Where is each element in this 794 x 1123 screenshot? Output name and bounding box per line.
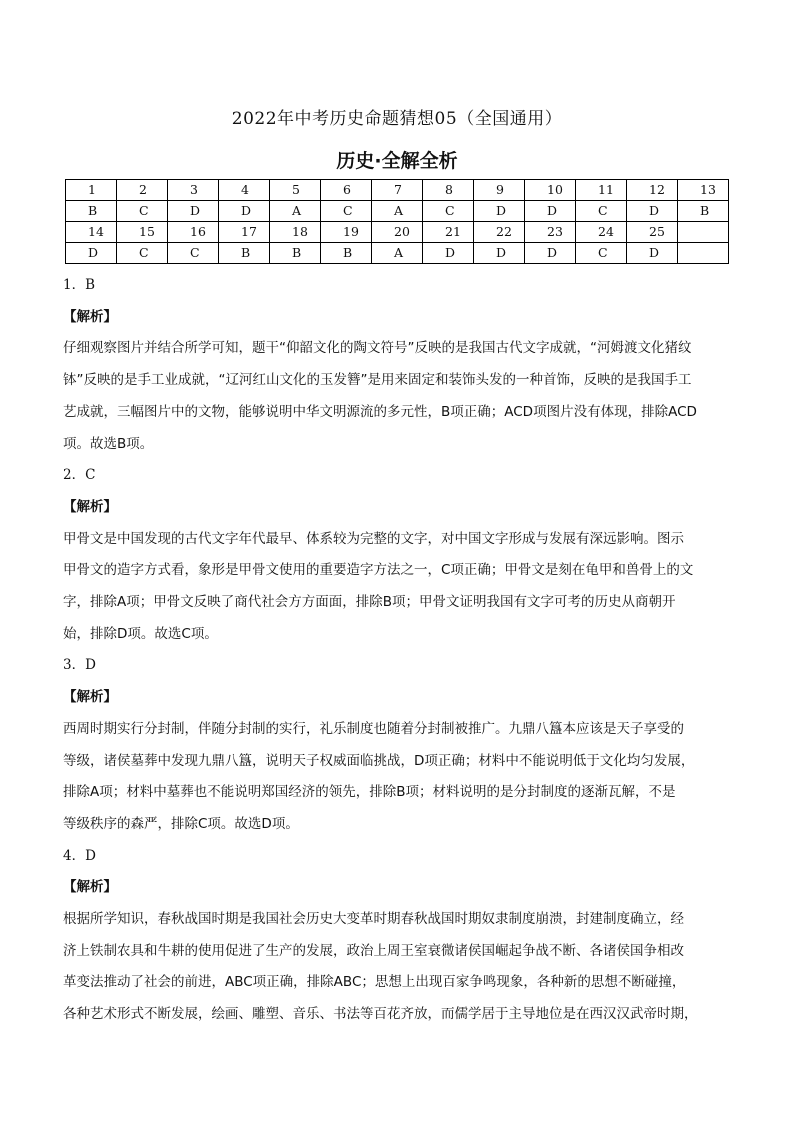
- answer-table-cell: 19: [321, 222, 372, 243]
- answer-table-cell: 10: [525, 180, 576, 201]
- answer-table-cell: C: [423, 201, 474, 222]
- analysis-label: 【解析】: [63, 879, 117, 896]
- analysis-text-line: 甲骨文是中国发现的古代文字年代最早、体系较为完整的文字，对中国文字形成与发展有深远影响。图示: [63, 530, 684, 547]
- answer-table-cell: B: [219, 243, 270, 264]
- answer-table-cell: B: [270, 243, 321, 264]
- analysis-text-line: 西周时期实行分封制，伴随分封制的实行，礼乐制度也随着分封制被推广。九鼎八簋本应该是天子享受的: [63, 720, 684, 737]
- document-subtitle: 历史·全解全析: [336, 150, 458, 172]
- answer-table-cell: B: [321, 243, 372, 264]
- document-title: 2022年中考历史命题猜想05（全国通用）: [231, 109, 563, 129]
- question-answer-heading: 2．C: [63, 467, 96, 484]
- analysis-text-line: 仔细观察图片并结合所学可知，题干“仰韶文化的陶文符号”反映的是我国古代文字成就，“河姆渡文化猪纹: [63, 340, 692, 357]
- answer-table-row: [66, 201, 729, 222]
- answer-table-cell: 12: [627, 180, 678, 201]
- answer-table-cell: [678, 222, 729, 243]
- answer-table-cell: C: [117, 243, 168, 264]
- answer-table-cell: D: [474, 201, 525, 222]
- analysis-text-line: 济上铁制农具和牛耕的使用促进了生产的发展，政治上周王室衰微诸侯国崛起争战不断、各诸侯国争相改: [63, 942, 684, 959]
- answer-table-cell: C: [168, 243, 219, 264]
- analysis-content: [63, 270, 733, 1031]
- answer-table-cell: [678, 243, 729, 264]
- answer-table-cell: D: [627, 201, 678, 222]
- answer-table-cell: 24: [576, 222, 627, 243]
- answer-table-cell: 17: [219, 222, 270, 243]
- analysis-text-line: 字，排除A项；甲骨文反映了商代社会方方面面，排除B项；甲骨文证明我国有文字可考的历史从商朝开: [63, 594, 676, 611]
- analysis-text-line: 等级，诸侯墓葬中发现九鼎八簋，说明天子权威面临挑战，D项正确；材料中不能说明低于文化均匀发展，: [63, 752, 695, 769]
- answer-table-cell: B: [66, 201, 117, 222]
- answer-table-row: [66, 180, 729, 201]
- answer-table: [65, 179, 729, 264]
- answer-table-cell: 14: [66, 222, 117, 243]
- analysis-text-line: 艺成就，三幅图片中的文物，能够说明中华文明源流的多元性，B项正确；ACD项图片没有体现，排除ACD: [63, 403, 697, 420]
- answer-table-cell: 21: [423, 222, 474, 243]
- answer-table-cell: C: [117, 201, 168, 222]
- analysis-text-line: 项。故选B项。: [63, 435, 154, 452]
- answer-table-cell: C: [576, 243, 627, 264]
- answer-table-cell: C: [576, 201, 627, 222]
- answer-table-cell: 8: [423, 180, 474, 201]
- answer-table-cell: D: [474, 243, 525, 264]
- answer-table-cell: 15: [117, 222, 168, 243]
- answer-table-cell: 3: [168, 180, 219, 201]
- answer-table-cell: 6: [321, 180, 372, 201]
- answer-table-row: [66, 243, 729, 264]
- analysis-label: 【解析】: [63, 689, 117, 706]
- analysis-text-line: 始，排除D项。故选C项。: [63, 625, 218, 642]
- analysis-text-line: 根据所学知识，春秋战国时期是我国社会历史大变革时期春秋战国时期奴隶制度崩溃，封建制度确立，经: [63, 911, 684, 928]
- question-answer-heading: 3．D: [63, 657, 96, 674]
- analysis-text-line: 各种艺术形式不断发展，绘画、雕塑、音乐、书法等百花齐放，而儒学居于主导地位是在西汉汉武帝时期，: [63, 1006, 698, 1023]
- question-answer-heading: 4．D: [63, 847, 96, 864]
- answer-table-cell: D: [168, 201, 219, 222]
- analysis-label: 【解析】: [63, 308, 117, 325]
- question-answer-heading: 1．B: [63, 277, 96, 293]
- analysis-text-line: 钵”反映的是手工业成就，“辽河红山文化的玉发簪”是用来固定和装饰头发的一种首饰，反映的是我国手工: [63, 372, 692, 389]
- answer-table-cell: 23: [525, 222, 576, 243]
- answer-table-cell: D: [66, 243, 117, 264]
- answer-table-cell: A: [372, 201, 423, 222]
- analysis-label: 【解析】: [63, 498, 117, 515]
- answer-table-cell: 9: [474, 180, 525, 201]
- answer-table-cell: C: [321, 201, 372, 222]
- answer-table-cell: 20: [372, 222, 423, 243]
- answer-table-cell: 18: [270, 222, 321, 243]
- answer-table-cell: D: [525, 243, 576, 264]
- answer-table-cell: 11: [576, 180, 627, 201]
- answer-table-cell: 4: [219, 180, 270, 201]
- answer-table-cell: A: [372, 243, 423, 264]
- answer-table-cell: D: [219, 201, 270, 222]
- answer-table-cell: D: [525, 201, 576, 222]
- answer-table-cell: 7: [372, 180, 423, 201]
- answer-table-cell: 22: [474, 222, 525, 243]
- answer-table-cell: 1: [66, 180, 117, 201]
- answer-table-cell: 5: [270, 180, 321, 201]
- analysis-text-line: 甲骨文的造字方式看，象形是甲骨文使用的重要造字方法之一，C项正确；甲骨文是刻在龟甲和兽骨上的文: [63, 562, 694, 579]
- analysis-text-line: 排除A项；材料中墓葬也不能说明郑国经济的领先，排除B项；材料说明的是分封制度的逐渐瓦解，不是: [63, 784, 676, 801]
- analysis-text-line: 革变法推动了社会的前进，ABC项正确，排除ABC；思想上出现百家争鸣现象，各种新的思想不断碰撞，: [63, 974, 686, 991]
- answer-table-cell: B: [678, 201, 729, 222]
- answer-table-cell: 2: [117, 180, 168, 201]
- answer-table-row: [66, 222, 729, 243]
- answer-table-cell: 16: [168, 222, 219, 243]
- answer-table-cell: A: [270, 201, 321, 222]
- answer-table-cell: 25: [627, 222, 678, 243]
- answer-table-cell: 13: [678, 180, 729, 201]
- answer-table-cell: D: [423, 243, 474, 264]
- answer-table-cell: D: [627, 243, 678, 264]
- analysis-text-line: 等级秩序的森严，排除C项。故选D项。: [63, 815, 299, 832]
